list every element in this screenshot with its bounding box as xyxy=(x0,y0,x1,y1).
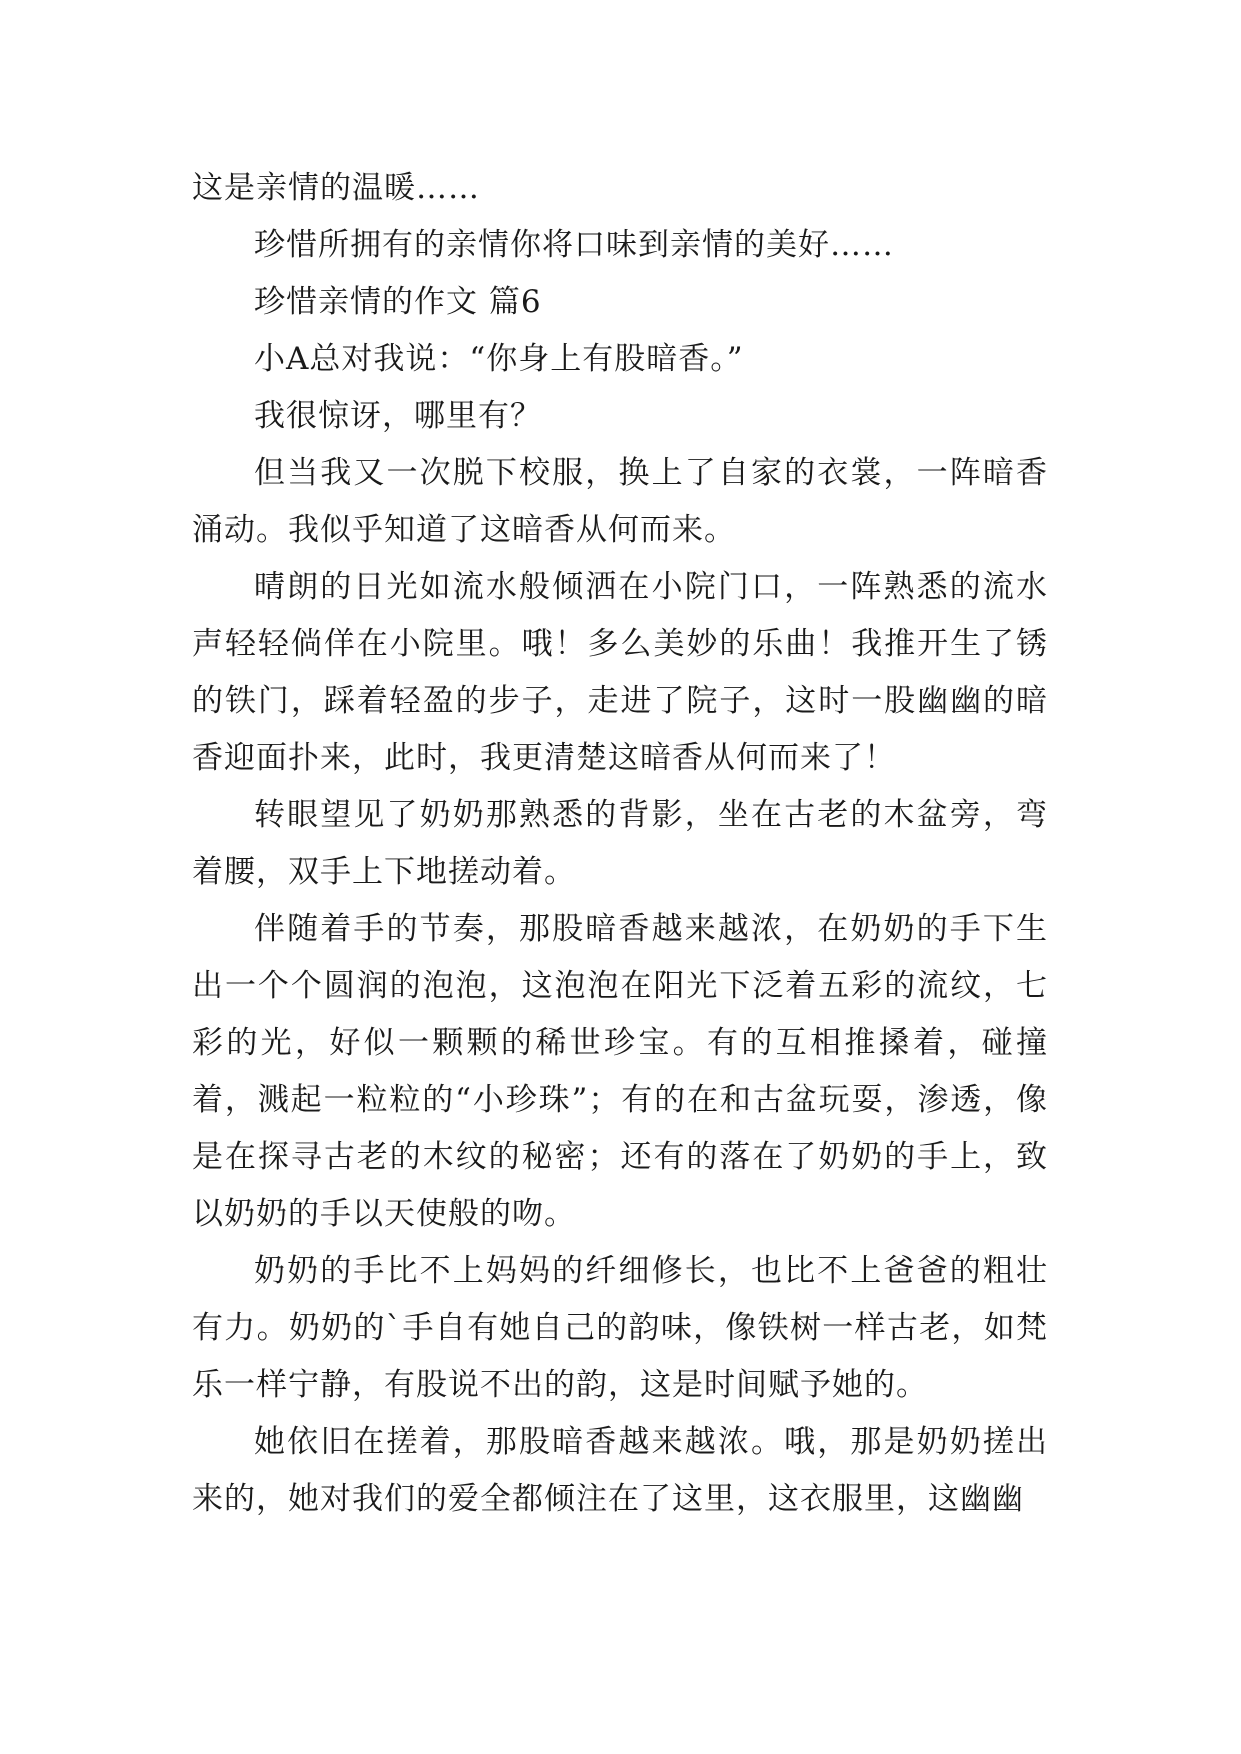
paragraph-2: 珍惜所拥有的亲情你将口味到亲情的美好…… xyxy=(254,227,894,263)
paragraph-3: 小A总对我说：“你身上有股暗香。” xyxy=(254,341,744,377)
paragraph-9: 奶奶的手比不上妈妈的纤细修长，也比不上爸爸的粗壮有力。奶奶的`手自有她自己的韵味，像铁树一样古老，如梵乐一样宁静，有股说不出的韵，这是时间赋予她的。 xyxy=(192,1253,1048,1403)
paragraph-7: 转眼望见了奶奶那熟悉的背影，坐在古老的木盆旁，弯着腰，双手上下地搓动着。 xyxy=(192,797,1048,890)
paragraph-6: 晴朗的日光如流水般倾洒在小院门口，一阵熟悉的流水声轻轻倘佯在小院里。哦！多么美妙的乐曲！我推开生了锈的铁门，踩着轻盈的步子，走进了院子，这时一股幽幽的暗香迎面扑来，此时，我更清楚这暗香从何而来了！ xyxy=(192,569,1048,776)
essay-body xyxy=(192,160,1048,1528)
paragraph-1: 这是亲情的温暖…… xyxy=(192,170,480,206)
paragraph-4: 我很惊讶，哪里有？ xyxy=(254,398,542,434)
paragraph-8: 伴随着手的节奏，那股暗香越来越浓，在奶奶的手下生出一个个圆润的泡泡，这泡泡在阳光下泛着五彩的流纹，七彩的光，好似一颗颗的稀世珍宝。有的互相推搡着，碰撞着，溅起一粒粒的“小珍珠”；有的在和古盆玩耍，渗透，像是在探寻古老的木纹的秘密；还有的落在了奶奶的手上，致以奶奶的手以天使般的吻。 xyxy=(192,911,1048,1232)
section-heading: 珍惜亲情的作文 篇6 xyxy=(254,284,542,320)
paragraph-5: 但当我又一次脱下校服，换上了自家的衣裳，一阵暗香涌动。我似乎知道了这暗香从何而来。 xyxy=(192,455,1048,548)
paragraph-10: 她依旧在搓着，那股暗香越来越浓。哦，那是奶奶搓出来的，她对我们的爱全都倾注在了这里，这衣服里，这幽幽 xyxy=(192,1424,1048,1517)
